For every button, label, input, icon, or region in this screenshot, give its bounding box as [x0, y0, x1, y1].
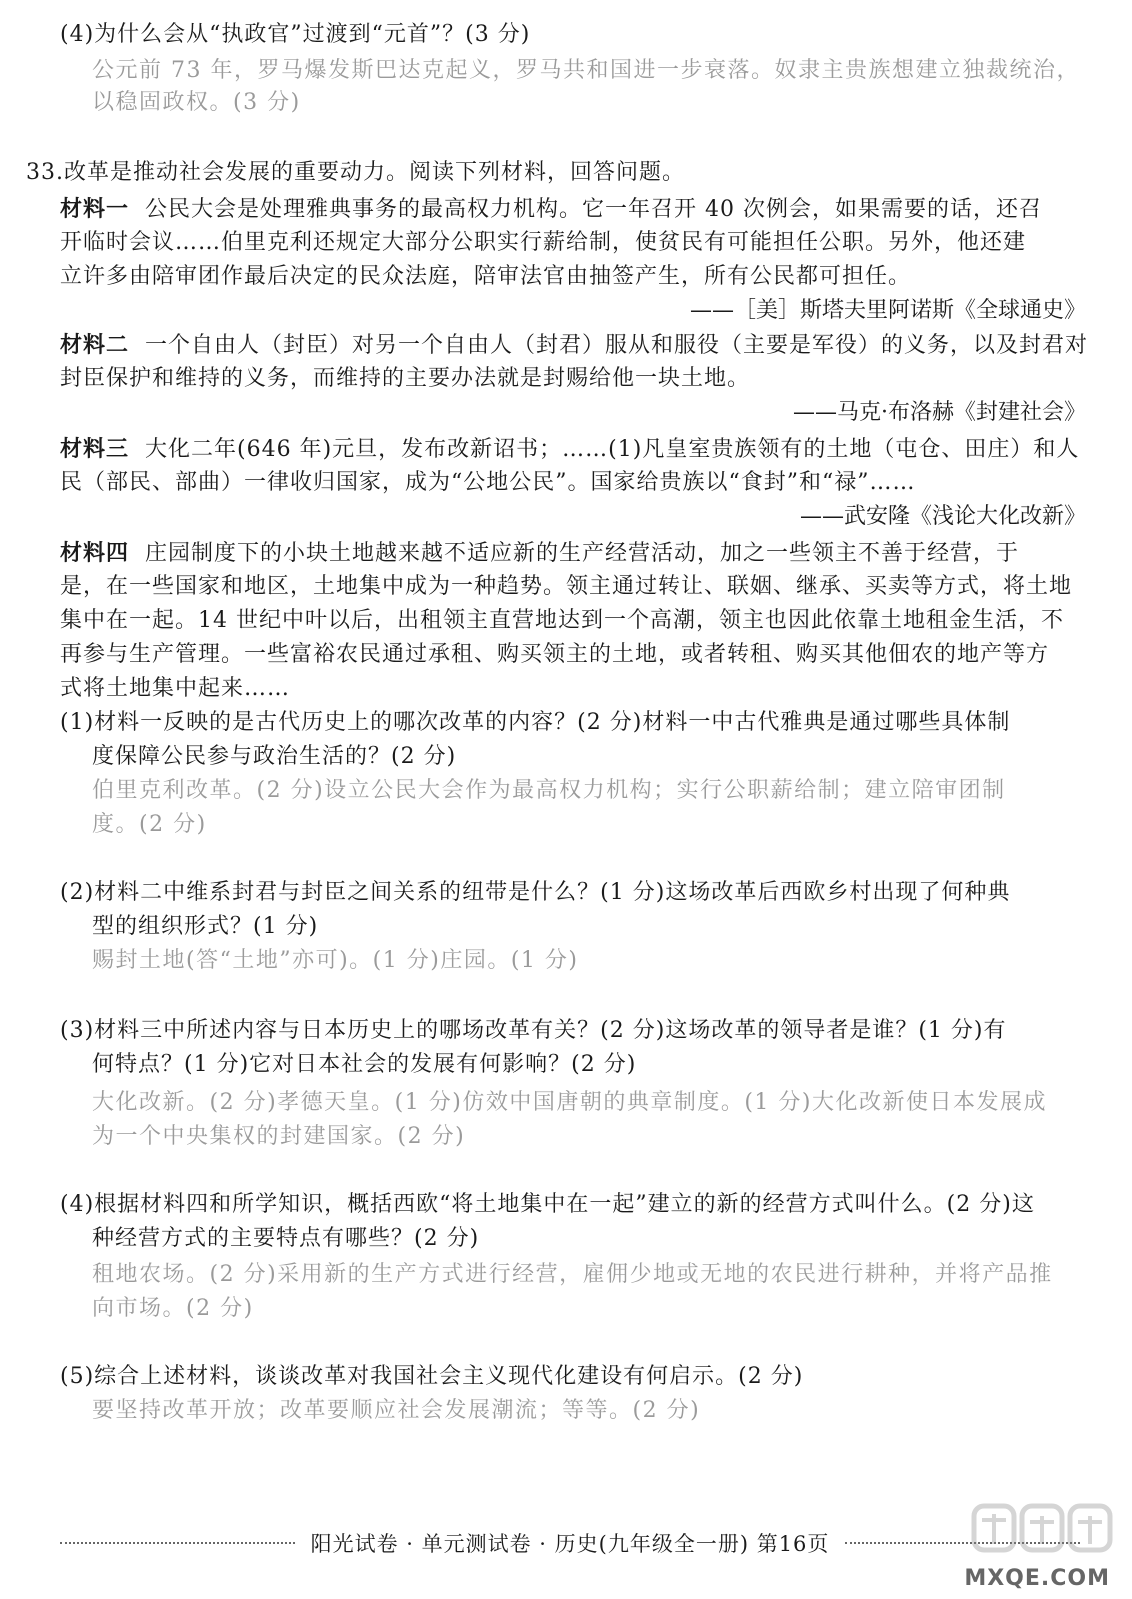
material-3-label: 材料三 — [60, 436, 130, 462]
material-1-line-2: 开临时会议……伯里克利还规定大部分公职实行薪给制，使贫民有可能担任公职。另外，他还建 — [60, 230, 1027, 255]
material-4-line-1 — [60, 538, 1019, 569]
material-1-label: 材料一 — [60, 196, 130, 222]
material-1-line-3: 立许多由陪审团作最后决定的民众法庭，陪审法官由抽签产生，所有公民都可担任。 — [60, 264, 912, 289]
watermark-text: MXQE.COM — [964, 1566, 1110, 1591]
sub-4-answer-line-1: 租地农场。(2 分)采用新的生产方式进行经营，雇佣少地或无地的农民进行耕种，并将产品推 — [92, 1262, 1053, 1287]
sub-2-question-line-1: (2)材料二中维系封君与封臣之间关系的纽带是什么？(1 分)这场改革后西欧乡村出现了何种典 — [60, 880, 1011, 905]
sub-3-question-line-2: 何特点？(1 分)它对日本社会的发展有何影响？(2 分) — [92, 1052, 637, 1077]
material-4-label: 材料四 — [60, 540, 130, 566]
material-2-line-2: 封臣保护和维持的义务，而维持的主要办法就是封赐给他一块土地。 — [60, 366, 751, 391]
material-2-label: 材料二 — [60, 332, 130, 358]
material-4-line-5: 式将土地集中起来…… — [60, 676, 291, 701]
sub-3-answer-line-1: 大化改新。(2 分)孝德天皇。(1 分)仿效中国唐朝的典章制度。(1 分)大化改新使日本发展成 — [92, 1090, 1047, 1115]
page-footer — [60, 1528, 1080, 1558]
material-4-line-2: 是，在一些国家和地区，土地集中成为一种趋势。领主通过转让、联姻、继承、买卖等方式，将土地 — [60, 574, 1073, 599]
material-3-source: ——武安隆《浅论大化改新》 — [799, 504, 1086, 529]
material-1-line-1 — [60, 194, 1042, 225]
material-2-source: ——马克·布洛赫《封建社会》 — [793, 400, 1086, 425]
material-1-source: ——［美］斯塔夫里阿诺斯《全球通史》 — [689, 298, 1086, 323]
sub-4-question-line-2: 种经营方式的主要特点有哪些？(2 分) — [92, 1226, 480, 1251]
sub-3-answer-line-2: 为一个中央集权的封建国家。(2 分) — [92, 1124, 466, 1149]
material-1-text-1: 公民大会是处理雅典事务的最高权力机构。它一年召开 40 次例会，如果需要的话，还召 — [145, 197, 1042, 222]
material-3-line-1 — [60, 434, 1079, 465]
sub-1-question-line-1: (1)材料一反映的是古代历史上的哪次改革的内容？(2 分)材料一中古代雅典是通过哪些具体制 — [60, 710, 1011, 735]
sub-1-answer-line-1: 伯里克利改革。(2 分)设立公民大会作为最高权力机构；实行公职薪给制；建立陪审团制 — [92, 778, 1006, 803]
sub-2-question-line-2: 型的组织形式？(1 分) — [92, 914, 319, 939]
footer-text: 阳光试卷 · 单元测试卷 · 历史(九年级全一册) 第16页 — [310, 1532, 830, 1556]
sub-1-question-line-2: 度保障公民参与政治生活的？(2 分) — [92, 744, 457, 769]
sub-4-answer-line-2: 向市场。(2 分) — [92, 1296, 254, 1321]
sub-1-answer-line-2: 度。(2 分) — [92, 812, 207, 837]
material-4-line-3: 集中在一起。14 世纪中叶以后，出租领主直营地达到一个高潮，领主也因此依靠土地租金生活，不 — [60, 608, 1064, 633]
sub-5-question-line-1: (5)综合上述材料，谈谈改革对我国社会主义现代化建设有何启示。(2 分) — [60, 1364, 804, 1389]
q32-4-answer-line-1: 公元前 73 年，罗马爆发斯巴达克起义，罗马共和国进一步衰落。奴隶主贵族想建立独裁统治， — [92, 58, 1080, 83]
material-2-line-1 — [60, 330, 1088, 361]
sub-3-question-line-1: (3)材料三中所述内容与日本历史上的哪场改革有关？(2 分)这场改革的领导者是谁？(1 分)有 — [60, 1018, 1007, 1043]
material-4-text-1: 庄园制度下的小块土地越来越不适应新的生产经营活动，加之一些领主不善于经营，于 — [145, 541, 1020, 566]
material-3-text-1: 大化二年(646 年)元旦，发布改新诏书；……(1)凡皇室贵族领有的土地（屯仓、田庄）和人 — [145, 437, 1080, 462]
sub-4-question-line-1: (4)根据材料四和所学知识，概括西欧“将土地集中在一起”建立的新的经营方式叫什么。(2 分)这 — [60, 1192, 1035, 1217]
sub-5-answer-line-1: 要坚持改革开放；改革要顺应社会发展潮流；等等。(2 分) — [92, 1398, 701, 1423]
footer-left-divider — [60, 1542, 295, 1544]
material-4-line-4: 再参与生产管理。一些富裕农民通过承租、购买领主的土地，或者转租、购买其他佃农的地产等方 — [60, 642, 1050, 667]
q32-4-question: (4)为什么会从“执政官”过渡到“元首”？(3 分) — [60, 22, 531, 47]
q33-title: 33.改革是推动社会发展的重要动力。阅读下列材料，回答问题。 — [26, 160, 685, 185]
q32-4-answer-line-2: 以稳固政权。(3 分) — [92, 90, 301, 115]
material-3-line-2: 民（部民、部曲）一律收归国家，成为“公地公民”。国家给贵族以“食封”和“禄”…… — [60, 470, 916, 495]
sub-2-answer-line-1: 赐封土地(答“土地”亦可)。(1 分)庄园。(1 分) — [92, 948, 579, 973]
material-2-text-1: 一个自由人（封臣）对另一个自由人（封君）服从和服役（主要是军役）的义务，以及封君对 — [145, 333, 1089, 358]
